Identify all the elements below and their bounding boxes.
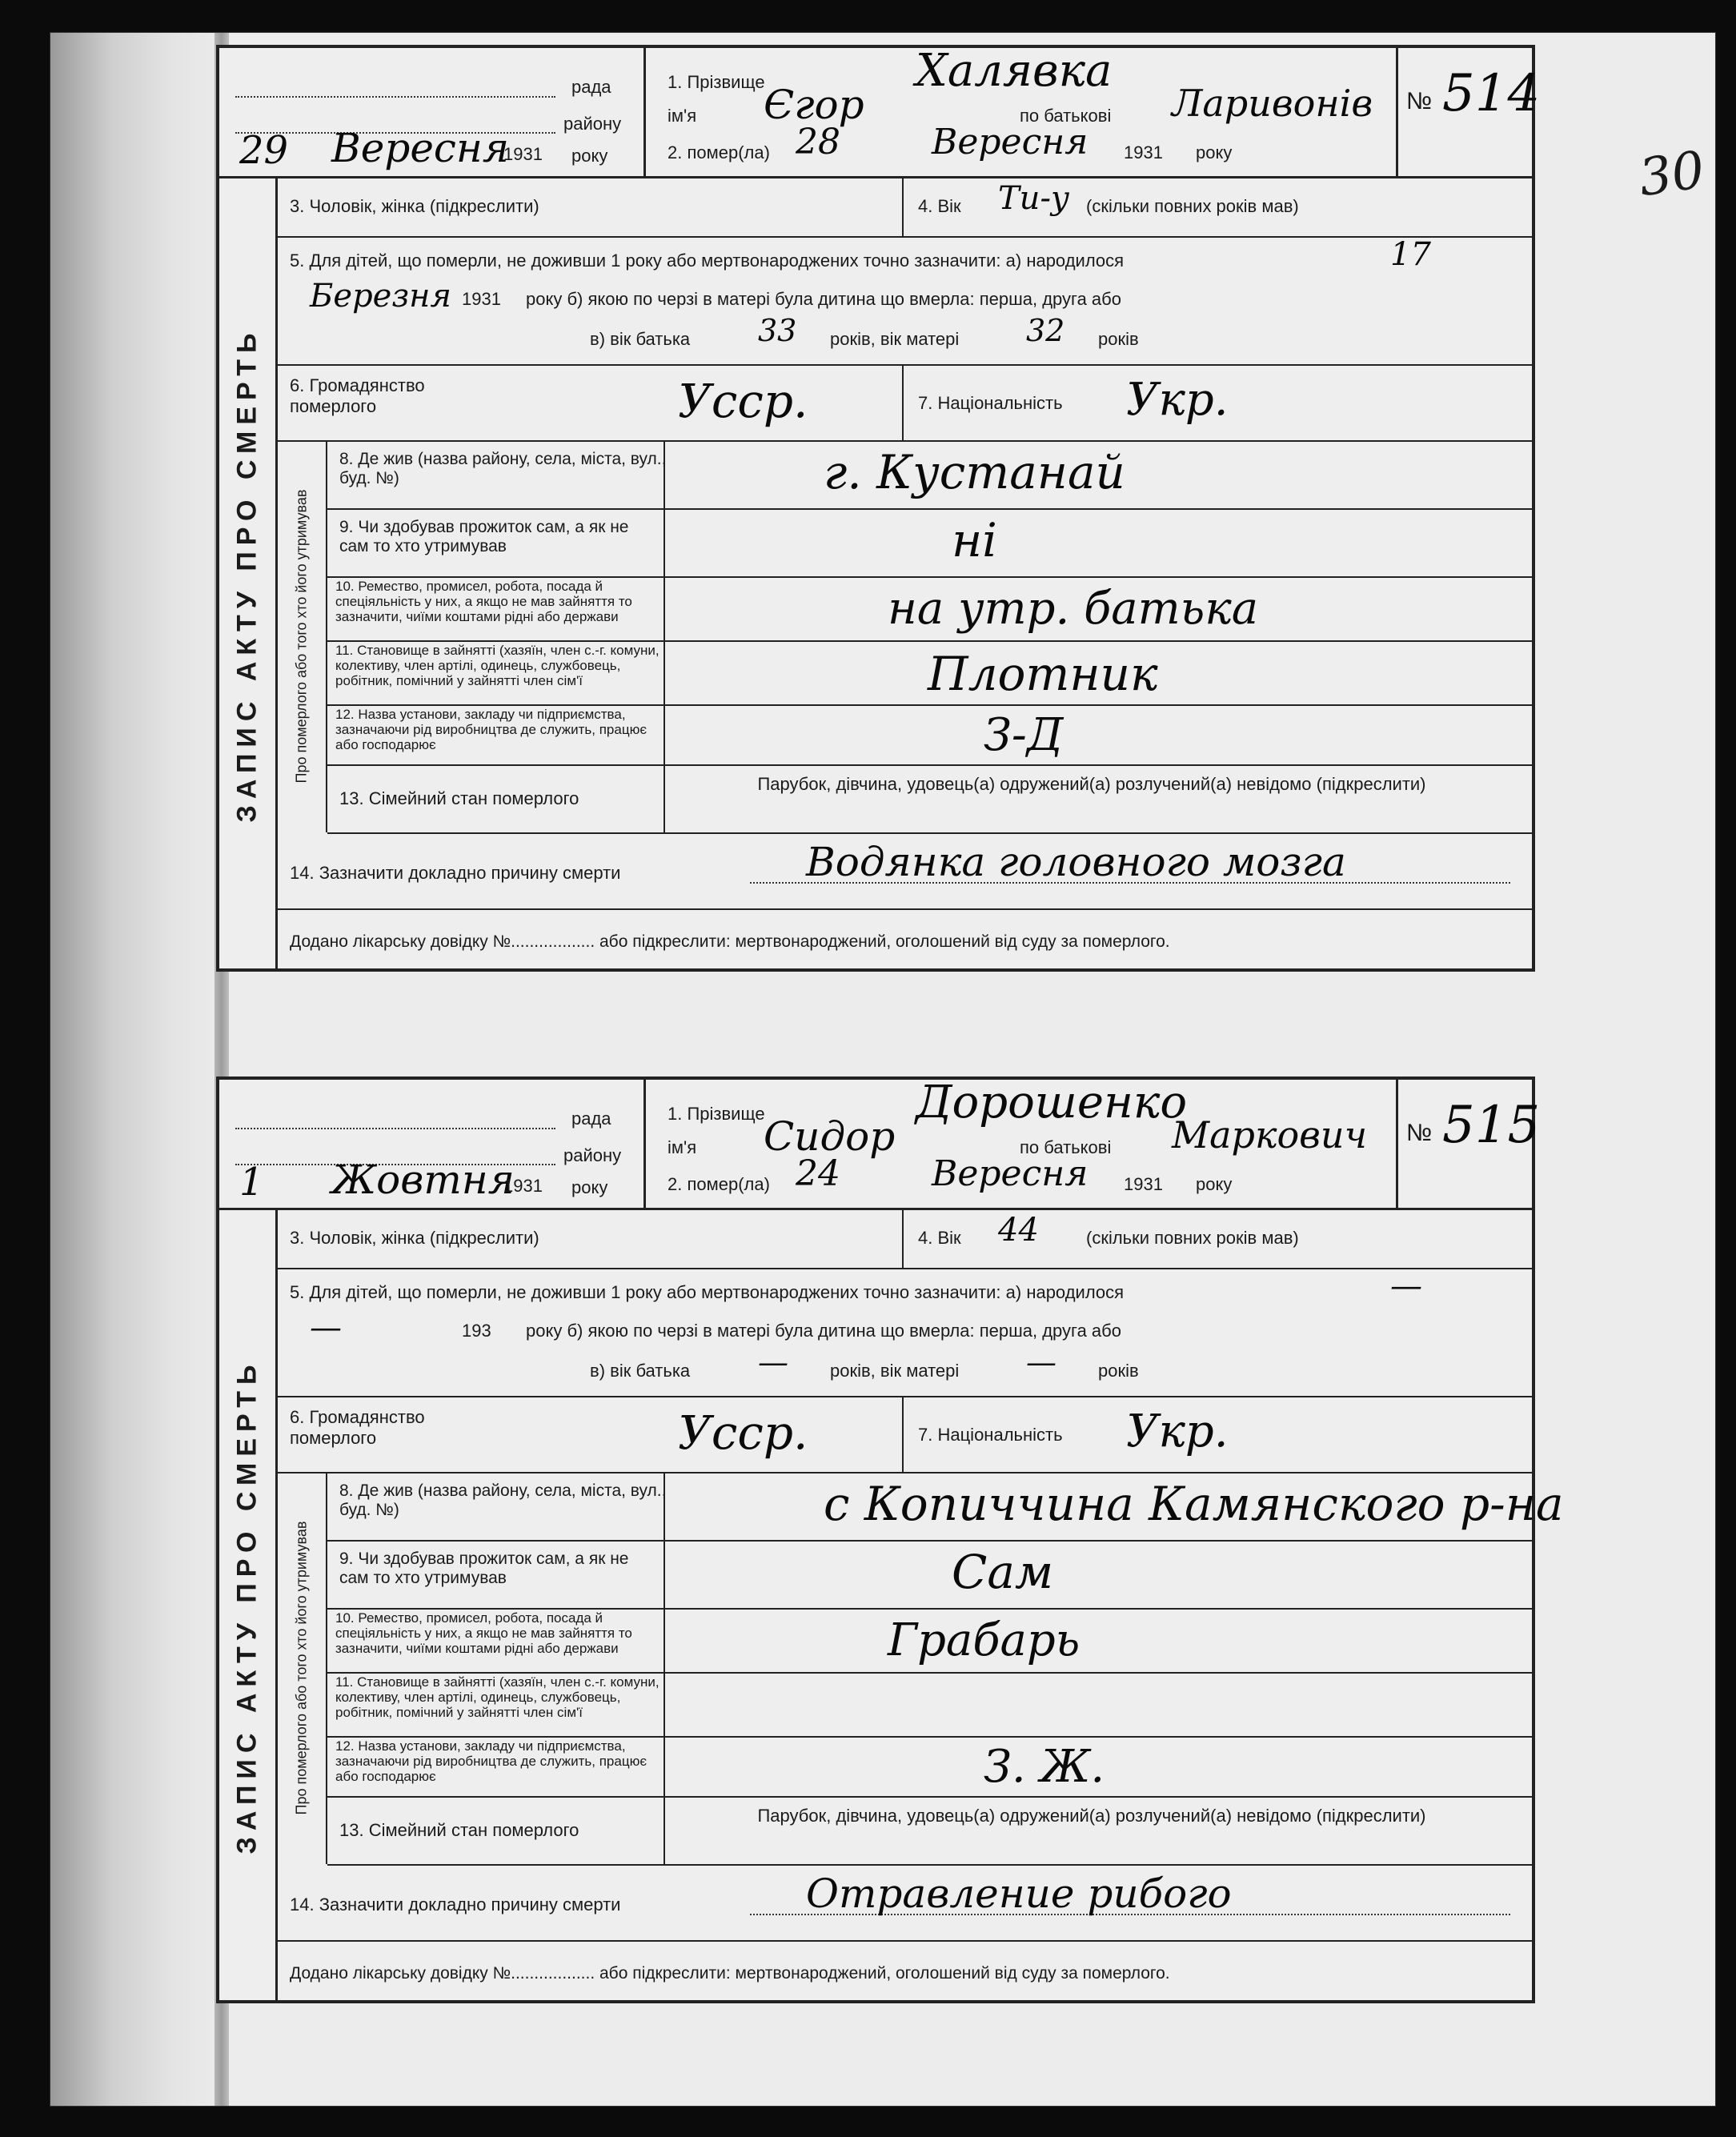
residence-value: с Копиччина Камянского р-на — [824, 1477, 1564, 1531]
died-month: Вересня — [932, 1153, 1089, 1194]
rada-label: рада — [571, 1109, 611, 1129]
citizenship-label: 6. Громадянство померлого — [290, 1407, 425, 1448]
residence-value: г. Кустанай — [824, 445, 1125, 499]
marital-status-options: Парубок, дівчина, удовець(а) одружений(а) розлучений(а) невідомо (підкреслити) — [757, 1806, 1426, 1826]
nationality-value: Укр. — [1126, 374, 1229, 426]
infant-born: 17 — [1390, 236, 1431, 273]
name-label: ім'я — [668, 106, 697, 126]
patronymic-label: по батькові — [1020, 106, 1112, 126]
institution-label: 12. Назва установи, закладу чи підприємства, зазначаючи рід виробництва де служить, працює або господарює — [335, 1738, 647, 1784]
row-marital-status — [327, 1796, 1532, 1866]
died-label: 2. помер(ла) — [668, 142, 770, 162]
death-record-form — [216, 1077, 1564, 2003]
infant-line3b: років, вік матері — [830, 1361, 960, 1381]
employment-status-label: 11. Становище в зайнятті (хазяїн, член с.-г. комуни, колективу, член артілі, одинець, службовець, робітник, помічний у зайнятті член сім'ї — [335, 1674, 660, 1720]
reg-month: Жовтня — [331, 1157, 515, 1203]
death-record-form — [216, 45, 1541, 972]
cause-value: Водянка головного мозга — [806, 839, 1346, 885]
age-note: (скільки повних років мав) — [1086, 196, 1299, 216]
infant-born: — — [1390, 1268, 1422, 1305]
livelihood-label: 9. Чи здобував прожиток сам, а як не сам то хто утримував — [339, 518, 629, 555]
citizenship-label: 6. Громадянство померлого — [290, 375, 425, 416]
father-age: 33 — [758, 313, 797, 348]
died-day: 24 — [796, 1153, 840, 1194]
died-month: Вересня — [932, 122, 1089, 162]
vertical-title-column — [219, 176, 278, 971]
infant-year: 193 — [462, 1321, 491, 1341]
row-citizenship — [278, 364, 1532, 442]
row-cause-of-death — [278, 832, 1532, 910]
occupation-label: 10. Ремество, промисел, робота, посада й спеціяльність у них, а якщо не мав зайняття то зазначити, чиїми коштами рідні або держави — [335, 1610, 632, 1656]
registration-date-block — [219, 48, 646, 176]
infant-month: Березня — [310, 278, 451, 315]
reg-day: 1 — [239, 1160, 264, 1205]
person-name-block — [643, 1077, 1396, 1208]
vertical-title: ЗАПИС АКТУ ПРО СМЕРТЬ — [231, 1358, 263, 1854]
patronymic-value: Ларивонів — [1172, 82, 1373, 125]
occupation-value: на утр. батька — [888, 583, 1259, 635]
surname-value: Дорошенко — [916, 1077, 1188, 1129]
row-employment-status — [327, 640, 1532, 706]
sex-label: 3. Чоловік, жінка (підкреслити) — [290, 196, 539, 216]
row-marital-status — [327, 764, 1532, 834]
nationality-label: 7. Національність — [918, 1425, 1063, 1445]
roku-label: року — [571, 146, 608, 166]
rayonu-label: району — [563, 114, 622, 134]
infant-month: — — [310, 1309, 342, 1346]
footer-text: Додано лікарську довідку №.................. або підкреслити: мертвонароджений, оголошений від суду за померлого. — [290, 1964, 1170, 1983]
reg-month: Вересня — [331, 125, 509, 171]
row-infant — [278, 236, 1532, 366]
marital-status-options: Парубок, дівчина, удовець(а) одружений(а) розлучений(а) невідомо (підкреслити) — [757, 774, 1426, 794]
row-employment-status — [327, 1672, 1532, 1738]
row-footer — [278, 908, 1532, 971]
row-cause-of-death — [278, 1864, 1532, 1942]
nationality-label: 7. Національність — [918, 393, 1063, 413]
row-sex-age — [278, 178, 1532, 238]
reg-day: 29 — [239, 128, 289, 173]
institution-label: 12. Назва установи, закладу чи підприємства, зазначаючи рід виробництва де служить, працює або господарює — [335, 707, 647, 752]
infant-line2: року б) якою по черзі в матері була дитина що вмерла: перша, друга або — [526, 1321, 1122, 1341]
mother-age: 32 — [1026, 313, 1065, 348]
livelihood-value: Сам — [952, 1545, 1054, 1599]
rayonu-label: району — [563, 1145, 622, 1165]
cause-value: Отравление рибого — [806, 1870, 1232, 1917]
occupation-value: Грабарь — [888, 1614, 1080, 1666]
patronymic-label: по батькові — [1020, 1137, 1112, 1157]
citizenship-value: Усср. — [678, 1405, 808, 1460]
infant-line3c: років — [1098, 1361, 1139, 1381]
reg-year: 1931 — [503, 144, 543, 164]
vertical-title-column — [219, 1208, 278, 2003]
infant-line3b: років, вік матері — [830, 329, 960, 349]
surname-label: 1. Прізвище — [668, 72, 765, 92]
cause-label: 14. Зазначити докладно причину смерти — [290, 1894, 621, 1914]
record-number: 515 — [1442, 1096, 1541, 1155]
vertical-title: ЗАПИС АКТУ ПРО СМЕРТЬ — [231, 327, 263, 823]
person-name-block — [643, 45, 1396, 176]
page-binding — [50, 33, 227, 2106]
employment-status-value: Плотник — [928, 647, 1158, 701]
infant-line1: 5. Для дітей, що померли, не доживши 1 року або мертвонароджених точно зазначити: а) народилося — [290, 251, 1125, 271]
mother-age: — — [1026, 1345, 1056, 1380]
marital-status-label: 13. Сімейний стан померлого — [339, 1820, 579, 1840]
infant-line1: 5. Для дітей, що померли, не доживши 1 року або мертвонароджених точно зазначити: а) народилося — [290, 1282, 1125, 1302]
row-livelihood — [327, 508, 1532, 578]
name-value: Єгор — [764, 82, 864, 128]
reg-year: 1931 — [503, 1176, 543, 1196]
page-number: 30 — [1635, 140, 1709, 209]
residence-label: 8. Де жив (назва району, села, міста, вул., буд. №) — [339, 1481, 667, 1519]
infant-line2: року б) якою по черзі в матері була дитина що вмерла: перша, друга або — [526, 289, 1122, 309]
row-residence — [327, 440, 1532, 510]
record-number-block — [1396, 48, 1541, 176]
age-label: 4. Вік — [918, 1228, 961, 1248]
row-footer — [278, 1940, 1532, 2003]
age-label: 4. Вік — [918, 196, 961, 216]
institution-value: З-Д — [984, 709, 1064, 761]
row-citizenship — [278, 1396, 1532, 1473]
infant-year: 1931 — [462, 289, 501, 309]
record-number-block — [1396, 1080, 1541, 1208]
registration-date-block — [219, 1080, 646, 1208]
sex-label: 3. Чоловік, жінка (підкреслити) — [290, 1228, 539, 1248]
employment-status-label: 11. Становище в зайнятті (хазяїн, член с.-г. комуни, колективу, член артілі, одинець, службовець, робітник, помічний у зайнятті член сім'ї — [335, 643, 660, 688]
age-value: 44 — [998, 1212, 1039, 1249]
died-year: 1931 — [1124, 142, 1163, 162]
row-institution — [327, 1736, 1532, 1798]
form-body — [278, 1208, 1564, 2003]
died-label: 2. помер(ла) — [668, 1174, 770, 1194]
row-sex-age — [278, 1210, 1532, 1269]
died-roku: року — [1196, 142, 1233, 162]
residence-label: 8. Де жив (назва району, села, міста, вул., буд. №) — [339, 450, 667, 487]
infant-line3a: в) вік батька — [590, 1361, 691, 1381]
marital-status-label: 13. Сімейний стан померлого — [339, 788, 579, 808]
name-label: ім'я — [668, 1137, 697, 1157]
section-side-column — [278, 1472, 327, 1864]
father-age: — — [758, 1345, 788, 1380]
row-livelihood — [327, 1540, 1532, 1610]
died-year: 1931 — [1124, 1174, 1163, 1194]
section-label: Про померлого або того хто його утримував — [293, 489, 310, 784]
record-number: 514 — [1442, 64, 1541, 123]
section-label: Про померлого або того хто його утримував — [293, 1521, 310, 1815]
row-residence — [327, 1472, 1564, 1542]
roku-label: року — [571, 1177, 608, 1197]
nationality-value: Укр. — [1126, 1405, 1229, 1457]
number-label: № — [1406, 1120, 1433, 1146]
name-value: Сидор — [764, 1113, 896, 1160]
cause-label: 14. Зазначити докладно причину смерти — [290, 863, 621, 883]
row-occupation — [327, 1608, 1532, 1674]
infant-line3a: в) вік батька — [590, 329, 691, 349]
occupation-label: 10. Ремество, промисел, робота, посада й спеціяльність у них, а якщо не мав зайняття то зазначити, чиїми коштами рідні або держави — [335, 579, 632, 624]
patronymic-value: Маркович — [1172, 1113, 1368, 1157]
row-infant — [278, 1268, 1532, 1397]
number-label: № — [1406, 88, 1433, 114]
age-value: Ти-у — [998, 180, 1070, 217]
died-day: 28 — [796, 122, 840, 162]
rada-label: рада — [571, 77, 611, 97]
row-occupation — [327, 576, 1532, 642]
age-note: (скільки повних років мав) — [1086, 1228, 1299, 1248]
citizenship-value: Усср. — [678, 374, 808, 428]
infant-line3c: років — [1098, 329, 1139, 349]
row-institution — [327, 704, 1532, 766]
footer-text: Додано лікарську довідку №.................. або підкреслити: мертвонароджений, оголошений від суду за померлого. — [290, 932, 1170, 951]
section-side-column — [278, 440, 327, 832]
institution-value: З. Ж. — [984, 1741, 1105, 1793]
form-body — [278, 176, 1532, 971]
surname-label: 1. Прізвище — [668, 1104, 765, 1124]
died-roku: року — [1196, 1174, 1233, 1194]
livelihood-value: ні — [952, 513, 997, 567]
surname-value: Халявка — [916, 45, 1113, 97]
livelihood-label: 9. Чи здобував прожиток сам, а як не сам то хто утримував — [339, 1550, 629, 1587]
